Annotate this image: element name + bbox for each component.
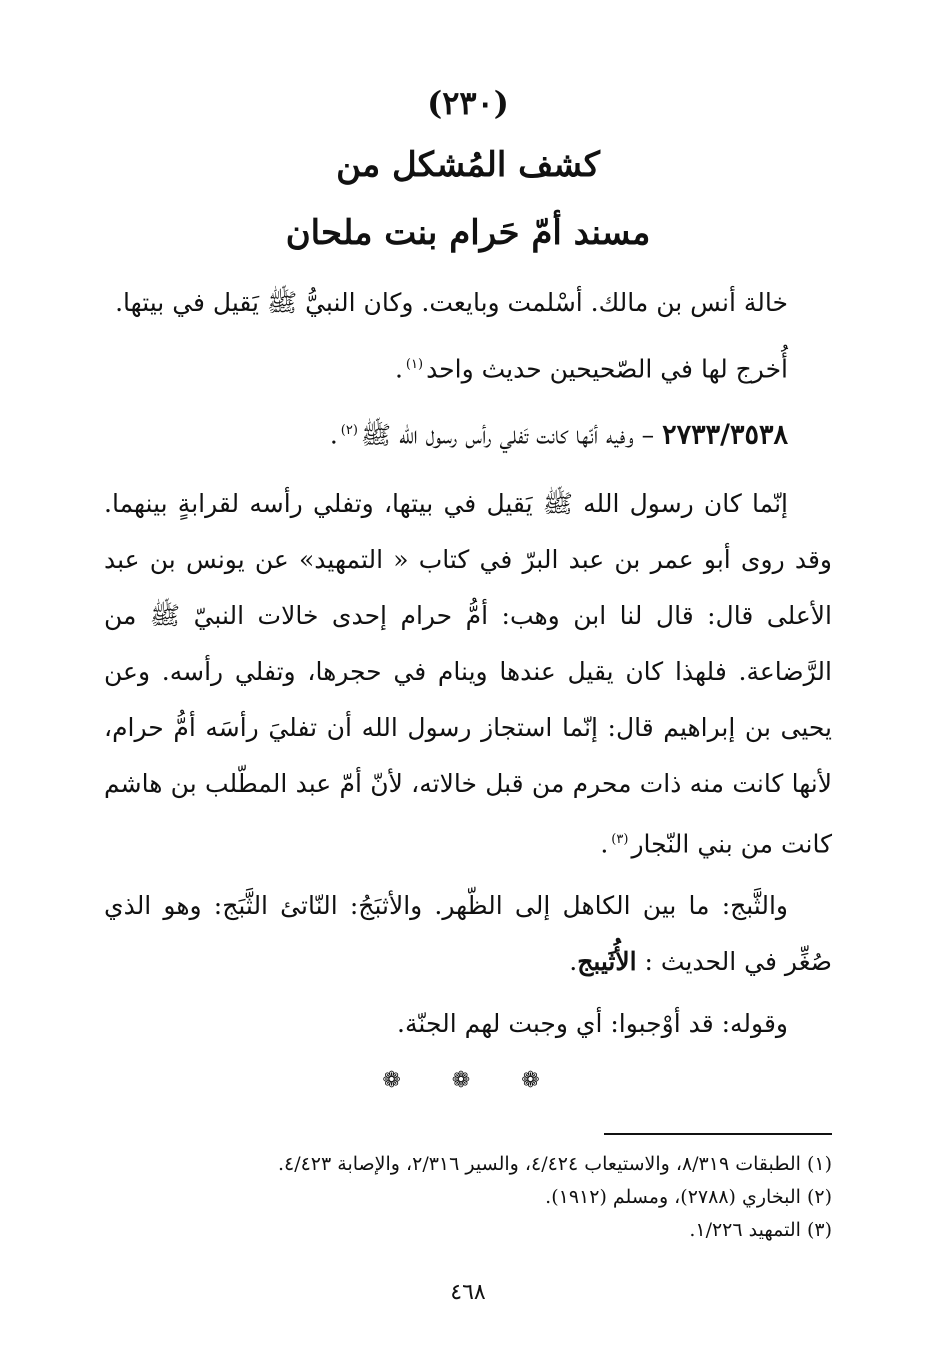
commentary-text: إنّما كان رسول الله ﷺ يَقيل في بيتها، وتفلي رأسه لقرابةٍ بينهما. وقد روى أبو عمر بن عبد البرّ في كتاب « التمهيد» عن يونس بن عبد الأعلى قال: قال لنا ابن وهب: أمُّ حرام إحدى خالات النبيّ ﷺ من الرَّضاعة. فلهذا كان يقيل عندها وينام في حجرها، وتفلي رأسه. وعن يحيى بن إبراهيم قال: إنّما استجاز رسول الله أن تفليَ رأسَه أمُّ حرام، لأنها كانت منه ذات محرم من قبل خالاته، لأنّ أمّ عبد المطّلب بن هاشم كانت من بني النّجار bbox=[104, 488, 832, 858]
period: . bbox=[569, 946, 578, 976]
footnote-3: (٣) التمهيد ١/٢٢٦. bbox=[689, 1219, 832, 1241]
footnote-ref-3[interactable]: (٣) bbox=[611, 831, 629, 847]
paragraph-definition bbox=[104, 878, 832, 990]
title-line-1: كشف المُشكل من bbox=[336, 145, 600, 185]
hadith-number: ٢٧٣٣/٣٥٣٨ bbox=[662, 419, 788, 451]
definition-text: والثَّبج: ما بين الكاهل إلى الظّهر. والأثبَجُ: النّاتئ الثَّبَج: وهو الذي صُغِّر في الحديث : bbox=[104, 890, 832, 976]
title-line-2: مسند أمّ حَرام بنت ملحان bbox=[285, 213, 651, 253]
paragraph-hadith bbox=[104, 403, 832, 463]
hadith-count-text: أُخرج لها في الصّحيحين حديث واحد bbox=[426, 354, 788, 384]
paragraph-hadith-count bbox=[104, 337, 832, 397]
paragraph-intro: خالة أنس بن مالك. أسْلمت وبايعت. وكان النبيُّ ﷺ يَقيل في بيتها. bbox=[115, 288, 788, 317]
body-text bbox=[104, 275, 832, 1052]
hadith-text: – وفيه أنّها كانت تَفلي رأس رسول الله ﷺ bbox=[360, 420, 655, 450]
footnotes bbox=[104, 1148, 832, 1247]
period: . bbox=[329, 420, 338, 450]
flower-icon: ❁ bbox=[451, 1068, 485, 1093]
paragraph-closing: وقوله: قد أوْجبوا: أي وجبت لهم الجنّة. bbox=[397, 1008, 788, 1038]
footnote-ref-1[interactable]: (١) bbox=[405, 357, 424, 372]
page-number: ٤٦٨ bbox=[450, 1280, 486, 1305]
footnote-divider bbox=[604, 1133, 832, 1135]
defined-word: الأُثَيبج bbox=[577, 946, 637, 976]
paragraph-commentary bbox=[104, 476, 832, 872]
period: . bbox=[600, 828, 609, 858]
footnote-2: (٢) البخاري (٢٧٨٨)، ومسلم (١٩١٢). bbox=[545, 1186, 832, 1208]
section-separator bbox=[0, 1068, 936, 1093]
footnote-1: (١) الطبقات ٨/٣١٩، والاستيعاب ٤/٤٢٤، والسير ٢/٣١٦، والإصابة ٤/٤٢٣. bbox=[277, 1153, 832, 1175]
footnote-ref-2[interactable]: (٢) bbox=[340, 423, 358, 439]
period: . bbox=[394, 354, 403, 384]
flower-icon: ❁ bbox=[521, 1068, 554, 1093]
flower-icon: ❁ bbox=[382, 1068, 415, 1093]
chapter-number: (٢٣٠) bbox=[427, 84, 509, 122]
